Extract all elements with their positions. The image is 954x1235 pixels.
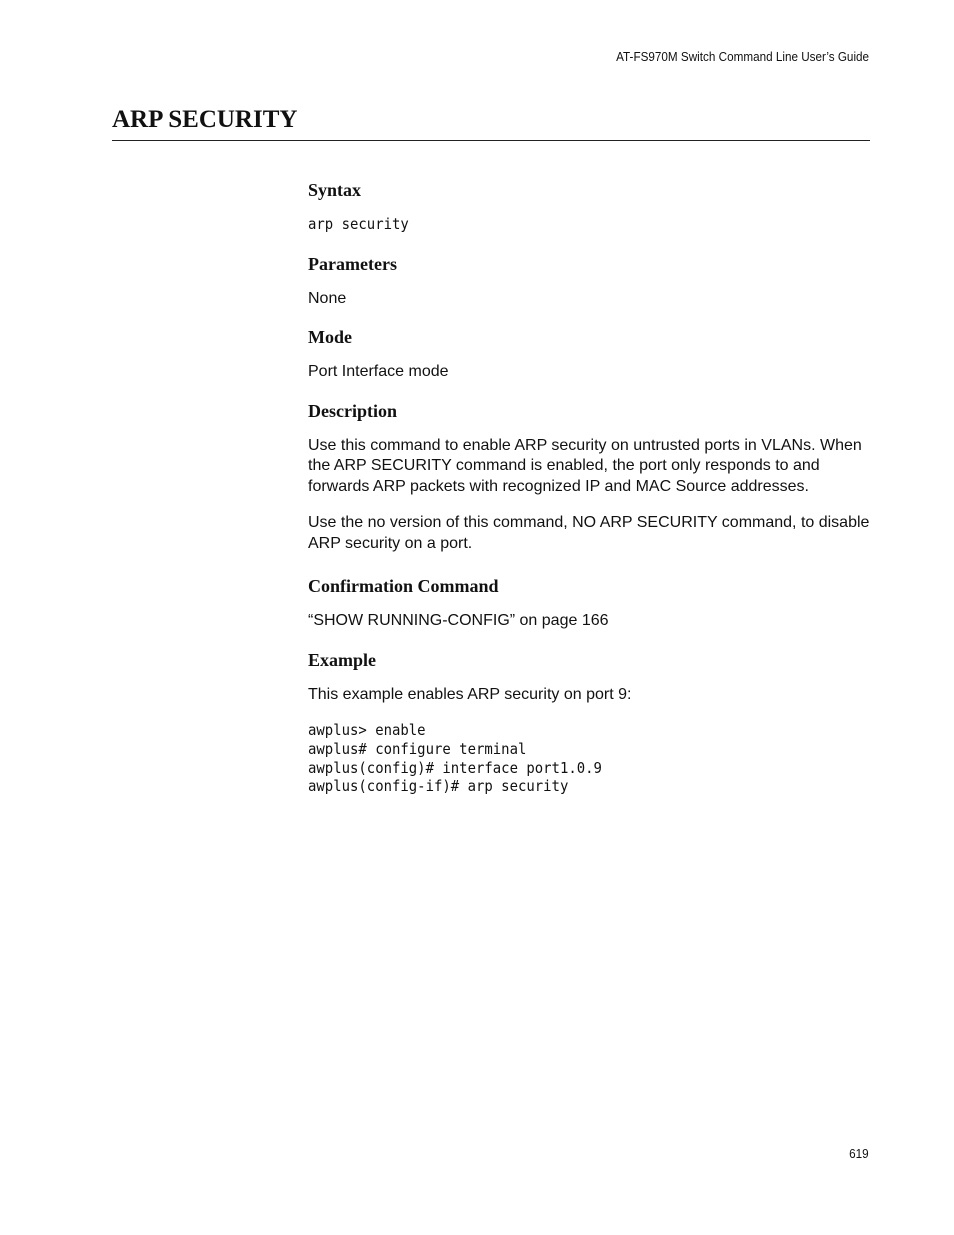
parameters-text: None (308, 289, 347, 307)
confirmation-link[interactable]: “SHOW RUNNING-CONFIG” on page 166 (308, 612, 609, 630)
command-content (308, 178, 873, 814)
syntax-heading: Syntax (308, 180, 362, 200)
title-rule (112, 140, 870, 141)
mode-heading: Mode (308, 327, 352, 348)
mode-text: Port Interface mode (308, 363, 449, 381)
confirmation-heading: Confirmation Command (308, 576, 499, 597)
syntax-code: arp security (308, 215, 409, 233)
example-text: This example enables ARP security on port 9: (308, 685, 632, 703)
example-code: awplus> enable awplus# configure terminal awplus(config)# interface port1.0.9 awplus(config-if)# arp security (308, 721, 602, 796)
description-paragraph-1: Use this command to enable ARP security on untrusted ports in VLANs. When the ARP SECURITY command is enabled, the port only responds to and forwards ARP packets with recognized IP and MAC Source addresses. (308, 436, 862, 495)
example-heading: Example (308, 649, 377, 670)
description-paragraph-2: Use the no version of this command, NO ARP SECURITY command, to disable ARP security on a port. (308, 514, 870, 552)
parameters-heading: Parameters (308, 253, 397, 274)
page-title: ARP SECURITY (112, 106, 298, 133)
description-heading: Description (308, 400, 397, 421)
page-number: 619 (849, 1146, 869, 1161)
running-header: AT-FS970M Switch Command Line User’s Guide (616, 49, 869, 64)
